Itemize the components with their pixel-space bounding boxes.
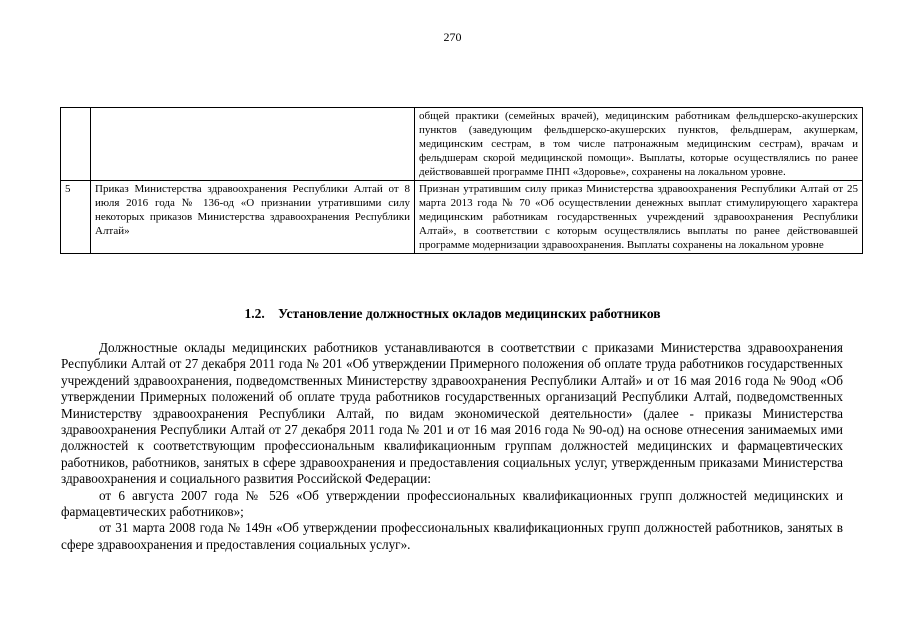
legal-act-cell [91, 108, 415, 181]
section-heading [0, 306, 905, 322]
table-row [61, 181, 863, 254]
paragraph: от 31 марта 2008 года № 149н «Об утверждении профессиональных квалификационных групп должностей работников, занятых в сфере здравоохранения и предоставления социальных услуг». [61, 520, 843, 552]
description-cell: Признан утратившим силу приказ Министерства здравоохранения Республики Алтай от 25 марта 2013 года № 70 «Об осуществлении денежных выплат стимулирующего характера медицинским работникам государственных учреждений здравоохранения Республики Алтай», в соответствии с которым осуществлялись выплаты по ранее действовавшей программе модернизации здравоохранения. Выплаты сохранены на локальном уровне [415, 181, 863, 254]
paragraph: от 6 августа 2007 года № 526 «Об утверждении профессиональных квалификационных групп должностей медицинских и фармацевтических работников»; [61, 487, 843, 520]
page-number: 270 [443, 30, 462, 44]
legal-act-cell: Приказ Министерства здравоохранения Республики Алтай от 8 июля 2016 года № 136-од «О признании утратившими силу некоторых приказов Министерства здравоохранения Республики Алтай» [91, 181, 415, 254]
paragraph: Должностные оклады медицинских работников устанавливаются в соответствии с приказами Министерства здравоохранения Республики Алтай от 27 декабря 2011 года № 201 «Об утверждении Примерного положения об оплате труда работников государственных учреждений здравоохранения, подведомственных Министерству здравоохранения Республики Алтай» и от 16 мая 2016 года № 90од «Об утверждении Примерных положений об оплате труда работников государственных организаций Республики Алтай, подведомственных Министерству здравоохранения Республики Алтай, по видам экономической деятельности» (далее - приказы Министерства здравоохранения Республики Алтай от 27 декабря 2011 года № 201 и от 16 мая 2016 года № 90-од) на основе отнесения занимаемых ими должностей к соответствующим профессиональным квалификационным группам должностей медицинских и фармацевтических работников, работников, занятых в сфере здравоохранения и предоставления социальных услуг, утвержденным приказами Министерства здравоохранения и социального развития Российской Федерации: [61, 340, 843, 487]
table-row [61, 108, 863, 181]
document-table [60, 107, 863, 254]
row-number-cell [61, 108, 91, 181]
body-text [61, 340, 843, 553]
section-title: Установление должностных окладов медицинских работников [278, 306, 661, 321]
description-cell: общей практики (семейных врачей), медицинским работникам фельдшерско-акушерских пунктов (заведующим фельдшерско-акушерских пунктов, фельдшерам, акушеркам, медицинским сестрам, в том числе патронажным медицинским сестрам), врачам и фельдшерам скорой медицинской помощи». Выплаты, которые осуществлялись по ранее действовавшей программе ПНП «Здоровье», сохранены на локальном уровне. [415, 108, 863, 181]
row-number-cell: 5 [61, 181, 91, 254]
section-number: 1.2. [244, 306, 265, 321]
